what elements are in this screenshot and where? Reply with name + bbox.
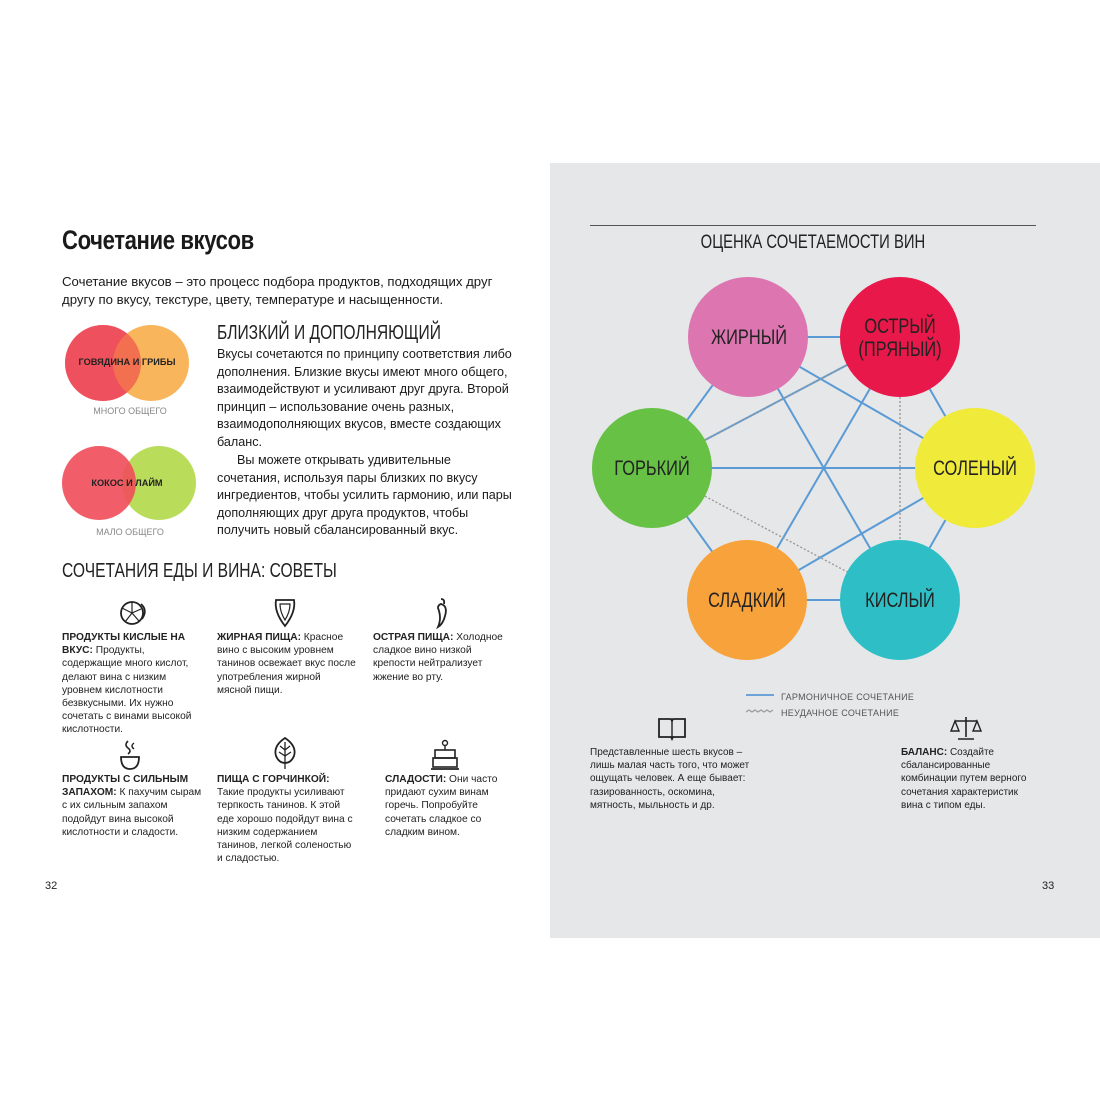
section-title-tips: СОЧЕТАНИЯ ЕДЫ И ВИНА: СОВЕТЫ [62, 560, 337, 582]
tip-spicy-food: ОСТРАЯ ПИЩА: Холодное сладкое вино низкой крепости нейтрализует жжение во рту. [373, 632, 503, 683]
lemon-slice-icon [115, 596, 155, 630]
chart-title: ОЦЕНКА СОЧЕТАЕМОСТИ ВИН [700, 232, 926, 253]
cake-icon [425, 738, 465, 772]
venn1-label: МНОГО ОБЩЕГО [93, 406, 167, 416]
legend-unsuccessful-label: НЕУДАЧНОЕ СОЧЕТАНИЕ [781, 708, 900, 718]
circle-label-sour: КИСЛЫЙ [865, 589, 935, 612]
tip-sweets: СЛАДОСТИ: Они часто придают сухим винам горечь. Попробуйте сочетать сладкое со сладким вином. [385, 774, 498, 838]
page-number-left: 32 [45, 880, 58, 892]
chili-pepper-icon [423, 596, 463, 630]
legend-lines [746, 690, 776, 720]
scales-icon [950, 715, 982, 741]
note-balance: БАЛАНС: Создайте сбалансированные комбинации путем верного сочетания характеристик вина с типом еды. [901, 747, 1027, 811]
section-title-close-complementary: БЛИЗКИЙ И ДОПОЛНЯЮЩИЙ [217, 322, 441, 344]
section-paragraph-2: Вы можете открывать удивительные сочетания, используя пары близких по вкусу ингредиентов, чтобы усилить гармонию, или пары дополняющих друг друга продуктов, чтобы получить новый сбалансированный вкус. [217, 453, 512, 538]
circle-label-sweet: СЛАДКИЙ [708, 589, 786, 612]
circle-label-salty: СОЛЕНЫЙ [933, 457, 1017, 480]
circle-label-bitter: ГОРЬКИЙ [614, 457, 690, 480]
tip-bitter-food: ПИЩА С ГОРЧИНКОЙ: Такие продукты усиливают терпкость танинов. К этой еде хорошо подойдут вина с низким содержанием танинов, легкой соленостью и сладостью. [217, 774, 353, 865]
circle-label-fatty: ЖИРНЫЙ [711, 326, 787, 349]
smell-icon [110, 738, 150, 772]
steak-icon [265, 596, 305, 630]
leaf-icon [265, 736, 305, 770]
page-title: Сочетание вкусов [62, 225, 254, 255]
tip-sour-food: ПРОДУКТЫ КИСЛЫЕ НА ВКУС: Продукты, содержащие много кислот, делают вина с низким уровнем кислотности безвкусными. Их нужно сочетать с винами высокой кислотности. [62, 632, 192, 736]
flavor-pairing-diagram [550, 163, 1100, 938]
intro-text: Сочетание вкусов – это процесс подбора продуктов, подходящих друг другу по вкусу, текстуре, цвету, температуре и насыщенности. [62, 274, 493, 307]
book-icon [656, 715, 688, 741]
legend-unsuccessful-swatch [746, 710, 773, 712]
tip-fatty-food: ЖИРНАЯ ПИЩА: Красное вино с высоким уровнем танинов освежает вкус после употребления жирной мясной пищи. [217, 632, 356, 696]
circle-label-spicy: ОСТРЫЙ (ПРЯНЫЙ) [858, 315, 942, 361]
venn2-text: КОКОС И ЛАЙМ [91, 478, 163, 488]
venn2-label: МАЛО ОБЩЕГО [96, 527, 164, 537]
tip-strong-smell-food: ПРОДУКТЫ С СИЛЬНЫМ ЗАПАХОМ: К пахучим сырам с их сильным запахом подойдут вина высокой кислотности и сладости. [62, 774, 202, 838]
legend-harmonious-label: ГАРМОНИЧНОЕ СОЧЕТАНИЕ [781, 692, 915, 702]
page-number-right: 33 [1042, 880, 1055, 892]
note-six-flavors: Представленные шесть вкусов – лишь малая часть того, что может ощущать человек. А еще бывает: газированность, оскомина, мятность, мыльность и др. [590, 747, 750, 811]
section-paragraph-1: Вкусы сочетаются по принципу соответствия либо дополнения. Близкие вкусы имеют много общего, взаимодействуют и усиливают друг друга. Второй принцип – использование очень разных, взаимодополняющих вкусов, вместе создающих баланс. [217, 347, 512, 449]
venn1-text: ГОВЯДИНА И ГРИБЫ [78, 357, 176, 367]
